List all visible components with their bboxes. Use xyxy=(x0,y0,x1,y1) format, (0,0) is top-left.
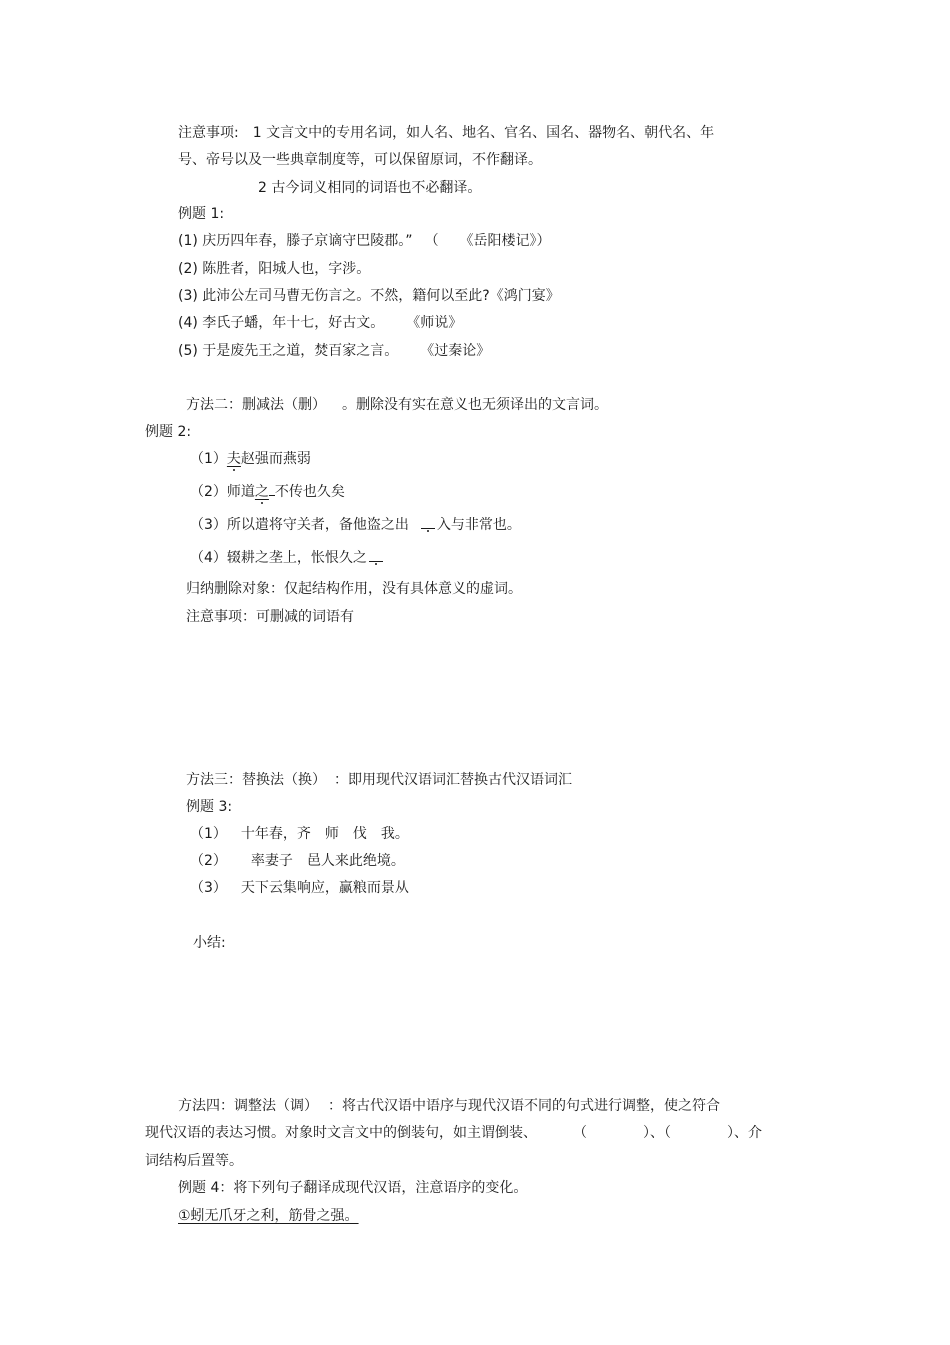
blank-mark xyxy=(369,551,383,562)
example1-item-3: (3) 此沛公左司马曹无伤言之。不然，籍何以至此?《鸿门宴》 xyxy=(178,288,560,304)
blank-mark xyxy=(421,518,435,529)
marked-word: 之 xyxy=(254,484,269,500)
notes-text-1: 1 文言文中的专用名词，如人名、地名、官名、国名、器物名、朝代名、年 xyxy=(252,125,715,141)
example1-item-2: (2) 陈胜者，阳城人也，字涉。 xyxy=(178,261,371,277)
notes-line-3: 2 古今词义相同的词语也不必翻译。 xyxy=(258,180,482,196)
method2-summary: 归纳删除对象：仅起结构作用，没有具体意义的虚词。 xyxy=(186,581,522,597)
example2-item-4: （4）辍耕之垄上，怅恨久之 xyxy=(190,549,385,567)
example1-item-5: (5) 于是废先王之道，焚百家之言。 《过秦论》 xyxy=(178,343,491,359)
example2-item-3: （3）所以遣将守关者，备他盗之出 入与非常也。 xyxy=(190,517,521,533)
example3-item-1: （1） 十年春，齐 师 伐 我。 xyxy=(190,826,409,842)
example4-item-1: ①蚓无爪牙之利，筋骨之强。 xyxy=(178,1208,359,1224)
method4-desc-2: 现代汉语的表达习惯。对象时文言文中的倒装句，如主谓倒装、 （ ）、（ ）、介 xyxy=(145,1125,762,1141)
example2-item-2: （2）师道之 不传也久矣 xyxy=(190,484,345,500)
notes-line-2: 号、帝号以及一些典章制度等，可以保留原词，不作翻译。 xyxy=(178,152,542,168)
method4-heading: 方法四：调整法（调） ：将古代汉语中语序与现代汉语不同的句式进行调整，使之符合 xyxy=(178,1098,720,1114)
example3-title: 例题 3: xyxy=(186,799,233,815)
example2-item-1: （1）夫赵强而燕弱 xyxy=(190,451,311,467)
method2-heading: 方法二：删减法（删） 。删除没有实在意义也无须译出的文言词。 xyxy=(186,397,608,413)
method4-desc-3: 词结构后置等。 xyxy=(145,1153,243,1169)
example3-item-3: （3） 天下云集响应，赢粮而景从 xyxy=(190,880,409,896)
example4-title: 例题 4：将下列句子翻译成现代汉语，注意语序的变化。 xyxy=(178,1180,528,1196)
method3-heading: 方法三：替换法（换） ：即用现代汉语词汇替换古代汉语词汇 xyxy=(186,772,572,788)
example2-title: 例题 2: xyxy=(145,424,192,440)
example1-title: 例题 1: xyxy=(178,206,225,222)
method3-summary: 小结: xyxy=(193,935,226,951)
method2-note: 注意事项：可删减的词语有 xyxy=(186,609,354,625)
notes-line-1 xyxy=(178,124,714,142)
marked-word: 夫 xyxy=(226,451,241,467)
example3-item-2: （2） 率妻子 邑人来此绝境。 xyxy=(190,853,405,869)
example1-item-1: (1) 庆历四年春，滕子京谪守巴陵郡。” （ 《岳阳楼记》） xyxy=(178,233,551,249)
notes-label: 注意事项: xyxy=(178,125,239,141)
example1-item-4: (4) 李氏子蟠，年十七，好古文。 《师说》 xyxy=(178,315,463,331)
